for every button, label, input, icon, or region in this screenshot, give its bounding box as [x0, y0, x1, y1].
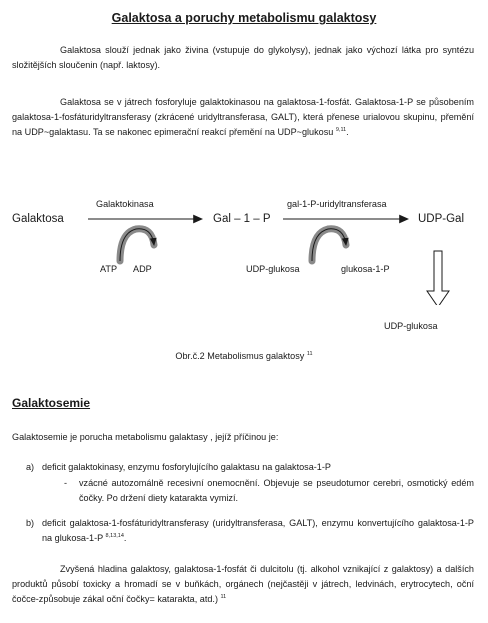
caption-citation-ref: 11	[306, 350, 313, 357]
page-title: Galaktosa a poruchy metabolismu galaktosy	[111, 11, 377, 25]
product-udp-glukosa: UDP-glukosa	[384, 321, 438, 331]
node-udp-gal: UDP-Gal	[418, 213, 465, 225]
closing-paragraph	[12, 562, 474, 607]
intro-paragraph-2-end: .	[346, 127, 349, 137]
cofactor-curve-udpglc-glc1p	[312, 229, 346, 261]
figure-caption	[0, 351, 488, 361]
cofactor-curve-atp-adp	[120, 229, 154, 261]
section-heading: Galaktosemie	[12, 396, 91, 410]
list-marker-b: b)	[26, 518, 35, 528]
enzyme-galaktokinasa-label: Galaktokinasa	[96, 199, 154, 209]
intro-paragraph-2	[12, 95, 474, 140]
closing-citation-ref: 11	[220, 593, 227, 600]
list-item-b	[42, 516, 474, 546]
citation-ref: 9,11	[335, 126, 347, 133]
list-item-a: deficit galaktokinasy, enzymu fosforylujícího galaktasu na galaktosa-1-P	[42, 462, 331, 472]
arrow-udpgal-to-udpglukosa	[427, 251, 449, 305]
enzyme-uridyltransferasa-label: gal-1-P-uridyltransferasa	[287, 199, 387, 209]
node-gal-1-p: Gal – 1 – P	[213, 213, 271, 225]
sub-list-item-a: vzácné autozomálně recesivní onemocnění. Objevuje se pseudotumor cerebri, osmotický edém čočky. Po držení diety katarakta vymizí.	[79, 478, 474, 503]
node-galaktosa: Galaktosa	[12, 213, 64, 225]
figure-caption-text: Obr.č.2 Metabolismus galaktosy	[175, 351, 305, 361]
list-item-b-end: .	[123, 533, 127, 543]
reaction-diagram-arrows	[0, 195, 488, 305]
list-marker-a: a)	[26, 462, 35, 472]
list-item-b-citation-ref: 8,13,14	[105, 532, 124, 539]
closing-paragraph-text: Zvyšená hladina galaktosy, galaktosa-1-fosfát či dulcitolu (tj. alkohol vznikající z galaktosy) a dalších produktů působí toxicky a hromadí se v buňkách, orgánech (nejčastěji v játrech, ledvinách, erytrocytech, oční čočce-způsobuje zákal oční čočky= katarakta, atd.)	[12, 564, 474, 604]
intro-paragraph-1: Galaktosa slouží jednak jako živina (vstupuje do glykolysy), jednak jako výchozí látka pro syntézu složitějších sloučenin (např. laktosy).	[12, 45, 474, 70]
cofactor-atp: ATP	[100, 264, 118, 274]
list-item-b-text: deficit galaktosa-1-fosfáturidyltransferasy (uridyltransferasa, GALT), enzymu konvertujícího galaktosa-1-P na glukosa-1-P	[42, 518, 474, 543]
sub-list-marker: -	[64, 478, 68, 488]
cofactor-adp: ADP	[133, 264, 152, 274]
section-lead: Galaktosemie je porucha metabolismu galaktasy , jejíž příčinou je:	[12, 432, 279, 442]
intro-paragraph-2-text: Galaktosa se v játrech fosforyluje galaktokinasou na galaktosa-1-fosfát. Galaktosa-1-P se působením galaktosa-1-fosfáturidyltransferasy (zkrácené uridyltransferasa, GALT), která přenese urialovou skupinu, přemění na UDP~galaktasu. Ta se nakonec epimerační reakcí přemění na UDP~glukosu	[12, 97, 474, 137]
cofactor-udp-glukosa: UDP-glukosa	[246, 264, 300, 274]
cofactor-glukosa-1-p: glukosa-1-P	[341, 264, 390, 274]
